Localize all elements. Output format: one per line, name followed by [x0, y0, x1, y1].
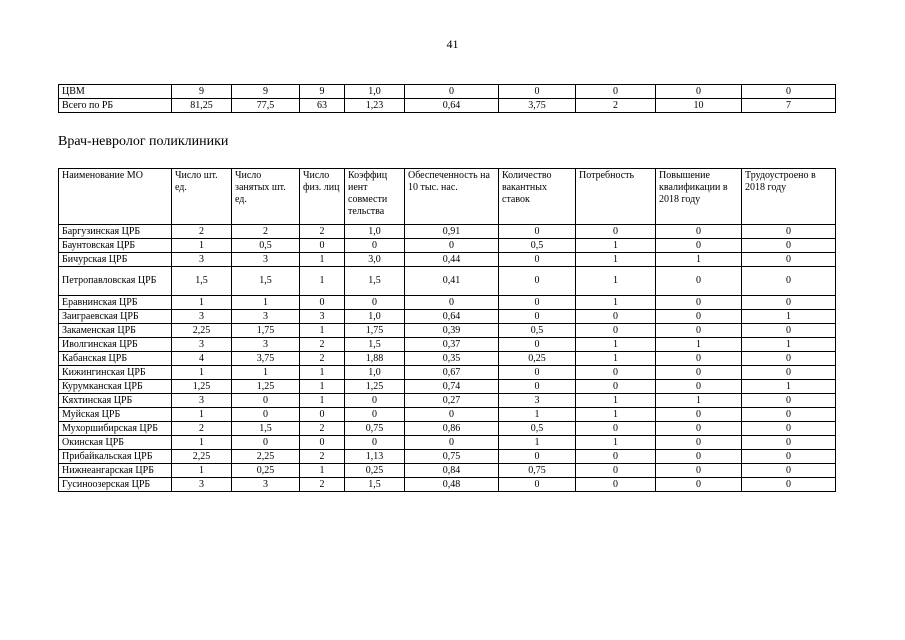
table-cell: 1 [172, 366, 232, 380]
header-occupied-units: Число занятых шт. ед. [232, 169, 300, 225]
table-cell: 0 [656, 352, 742, 366]
table-cell: 1 [172, 464, 232, 478]
table-cell: 9 [232, 85, 300, 99]
row-label: Петропавловская ЦРБ [59, 267, 172, 296]
table-cell: 0 [300, 296, 345, 310]
table-cell: 1,25 [345, 380, 405, 394]
table-cell: 0 [576, 324, 656, 338]
table-cell: 1 [172, 408, 232, 422]
table-cell: 1 [742, 338, 836, 352]
table-cell: 0 [742, 408, 836, 422]
table-cell: 0 [405, 239, 499, 253]
table-cell: 1 [300, 464, 345, 478]
table-cell: 2,25 [172, 450, 232, 464]
table-cell: 0 [656, 267, 742, 296]
table-cell: 2 [172, 225, 232, 239]
table-cell: 77,5 [232, 99, 300, 113]
table-row [59, 99, 836, 113]
table-cell: 1,5 [232, 422, 300, 436]
table-cell: 3 [300, 310, 345, 324]
table-cell: 1 [499, 436, 576, 450]
table-cell: 1 [300, 394, 345, 408]
table-cell: 1 [300, 267, 345, 296]
row-label: Иволгинская ЦРБ [59, 338, 172, 352]
table-cell: 0 [405, 408, 499, 422]
table-cell: 0 [499, 253, 576, 267]
table-cell: 2 [232, 225, 300, 239]
table-cell: 3 [172, 338, 232, 352]
table-cell: 0,86 [405, 422, 499, 436]
table-cell: 0 [499, 85, 576, 99]
table-cell: 0 [742, 85, 836, 99]
table-row [59, 296, 836, 310]
table-row [59, 85, 836, 99]
table-cell: 0,48 [405, 478, 499, 492]
table-cell: 0 [405, 436, 499, 450]
table-cell: 1 [576, 408, 656, 422]
table-cell: 2 [300, 422, 345, 436]
table-cell: 3 [172, 253, 232, 267]
table-cell: 3 [232, 253, 300, 267]
row-label: Мухоршибирская ЦРБ [59, 422, 172, 436]
table-cell: 0,44 [405, 253, 499, 267]
table-cell: 1,13 [345, 450, 405, 464]
row-label: Бичурская ЦРБ [59, 253, 172, 267]
table-row [59, 253, 836, 267]
table-cell: 2 [300, 450, 345, 464]
table-cell: 1 [576, 394, 656, 408]
table-cell: 0,39 [405, 324, 499, 338]
table-cell: 3 [172, 310, 232, 324]
table-cell: 1 [742, 310, 836, 324]
table-cell: 1,5 [345, 478, 405, 492]
table-cell: 1 [300, 253, 345, 267]
table-row [59, 380, 836, 394]
table-cell: 0,25 [232, 464, 300, 478]
header-persons: Число физ. лиц [300, 169, 345, 225]
table-cell: 0 [742, 352, 836, 366]
table-cell: 0 [232, 408, 300, 422]
table-cell: 0 [742, 422, 836, 436]
table-cell: 1,75 [345, 324, 405, 338]
table-cell: 0 [499, 338, 576, 352]
table-cell: 0,67 [405, 366, 499, 380]
row-label: Окинская ЦРБ [59, 436, 172, 450]
table-cell: 3 [232, 310, 300, 324]
table-cell: 0,91 [405, 225, 499, 239]
table-cell: 0,75 [499, 464, 576, 478]
table-cell: 0 [742, 324, 836, 338]
table-cell: 3 [499, 394, 576, 408]
table-row [59, 225, 836, 239]
table-cell: 0 [345, 436, 405, 450]
table-row [59, 310, 836, 324]
table-cell: 1,5 [232, 267, 300, 296]
table-cell: 0 [300, 436, 345, 450]
table-cell: 81,25 [172, 99, 232, 113]
row-label: Заиграевская ЦРБ [59, 310, 172, 324]
table-cell: 0 [742, 478, 836, 492]
row-label: Нижнеангарская ЦРБ [59, 464, 172, 478]
table-cell: 0 [499, 310, 576, 324]
row-label: Прибайкальская ЦРБ [59, 450, 172, 464]
table-cell: 0,35 [405, 352, 499, 366]
table-cell: 3 [232, 478, 300, 492]
table-cell: 0 [742, 394, 836, 408]
table-cell: 0,5 [499, 239, 576, 253]
table-cell: 1,25 [232, 380, 300, 394]
table-cell: 0 [232, 394, 300, 408]
table-cell: 63 [300, 99, 345, 113]
table-cell: 1 [232, 366, 300, 380]
table-cell: 1 [656, 253, 742, 267]
table-cell: 0,41 [405, 267, 499, 296]
table-row [59, 394, 836, 408]
table-cell: 1 [499, 408, 576, 422]
header-coefficient: Коэффиц иент совмести тельства [345, 169, 405, 225]
table-cell: 1 [172, 239, 232, 253]
table-row [59, 352, 836, 366]
table-cell: 0 [656, 478, 742, 492]
table-cell: 0,37 [405, 338, 499, 352]
table-cell: 2,25 [232, 450, 300, 464]
table-cell: 0,5 [232, 239, 300, 253]
table-row [59, 422, 836, 436]
table-cell: 2 [172, 422, 232, 436]
table-cell: 0 [576, 85, 656, 99]
header-staff-units: Число шт. ед. [172, 169, 232, 225]
table-cell: 0 [656, 239, 742, 253]
table-cell: 0,5 [499, 422, 576, 436]
table-row [59, 436, 836, 450]
header-provision: Обеспеченность на 10 тыс. нас. [405, 169, 499, 225]
table-cell: 0,75 [345, 422, 405, 436]
table-cell: 0,64 [405, 310, 499, 324]
table-cell: 0 [576, 464, 656, 478]
table-cell: 0 [742, 450, 836, 464]
table-cell: 1,0 [345, 85, 405, 99]
table-cell: 3,0 [345, 253, 405, 267]
row-label: ЦВМ [59, 85, 172, 99]
table-cell: 1 [576, 352, 656, 366]
table-cell: 3,75 [499, 99, 576, 113]
table-cell: 1,25 [172, 380, 232, 394]
table-row [59, 464, 836, 478]
table-cell: 0,64 [405, 99, 499, 113]
header-qualification: Повышение квалификации в 2018 году [656, 169, 742, 225]
table-cell: 1 [300, 380, 345, 394]
table-cell: 1 [576, 436, 656, 450]
table-cell: 1 [576, 253, 656, 267]
neurologist-table [58, 168, 836, 492]
table-cell: 1 [656, 338, 742, 352]
table-cell: 0 [499, 380, 576, 394]
table-cell: 1,23 [345, 99, 405, 113]
table-cell: 0 [656, 464, 742, 478]
table-cell: 1 [742, 380, 836, 394]
table-cell: 0 [405, 296, 499, 310]
table-cell: 0 [742, 296, 836, 310]
row-label: Баргузинская ЦРБ [59, 225, 172, 239]
table-cell: 2 [300, 338, 345, 352]
table-cell: 4 [172, 352, 232, 366]
row-label: Кижингинская ЦРБ [59, 366, 172, 380]
table-cell: 0 [656, 380, 742, 394]
table-cell: 2 [300, 352, 345, 366]
table-cell: 0,25 [345, 464, 405, 478]
table-cell: 1 [172, 296, 232, 310]
table-cell: 0 [576, 478, 656, 492]
table-cell: 0 [742, 253, 836, 267]
table-cell: 0 [656, 366, 742, 380]
table-cell: 3 [172, 478, 232, 492]
table-cell: 0 [656, 436, 742, 450]
table-cell: 1 [172, 436, 232, 450]
table-cell: 1 [576, 296, 656, 310]
table-cell: 0 [345, 394, 405, 408]
table-cell: 0,27 [405, 394, 499, 408]
table-cell: 0 [499, 450, 576, 464]
table-cell: 1,0 [345, 225, 405, 239]
table-cell: 2,25 [172, 324, 232, 338]
table-cell: 0,84 [405, 464, 499, 478]
table-row [59, 478, 836, 492]
table-cell: 0 [742, 225, 836, 239]
table-row [59, 408, 836, 422]
table-cell: 0 [656, 85, 742, 99]
row-label: Баунтовская ЦРБ [59, 239, 172, 253]
row-label: Кабанская ЦРБ [59, 352, 172, 366]
table-row [59, 338, 836, 352]
row-label: Кяхтинская ЦРБ [59, 394, 172, 408]
table-cell: 9 [300, 85, 345, 99]
table-cell: 1 [300, 324, 345, 338]
table-header-row [59, 169, 836, 225]
table-cell: 0,74 [405, 380, 499, 394]
row-label: Закаменская ЦРБ [59, 324, 172, 338]
table-cell: 0 [656, 422, 742, 436]
table-cell: 1,75 [232, 324, 300, 338]
table-cell: 0,5 [499, 324, 576, 338]
table-cell: 1 [576, 239, 656, 253]
table-cell: 7 [742, 99, 836, 113]
row-label: Еравнинская ЦРБ [59, 296, 172, 310]
table-cell: 2 [576, 99, 656, 113]
page-number: 41 [446, 37, 459, 51]
table-cell: 0 [576, 366, 656, 380]
table-cell: 1 [232, 296, 300, 310]
table-row [59, 450, 836, 464]
table-cell: 0 [656, 450, 742, 464]
section-title: Врач-невролог поликлиники [58, 134, 229, 149]
table-cell: 1 [656, 394, 742, 408]
row-label: Гусиноозерская ЦРБ [59, 478, 172, 492]
table-cell: 1 [300, 366, 345, 380]
table-cell: 0 [576, 422, 656, 436]
table-cell: 0 [742, 239, 836, 253]
table-cell: 9 [172, 85, 232, 99]
table-cell: 0 [656, 225, 742, 239]
table-cell: 1,0 [345, 310, 405, 324]
header-employed: Трудоустроено в 2018 году [742, 169, 836, 225]
table-cell: 0 [742, 464, 836, 478]
table-cell: 1,5 [345, 267, 405, 296]
row-label: Муйская ЦРБ [59, 408, 172, 422]
table-cell: 1,5 [172, 267, 232, 296]
header-mo-name: Наименование МО [59, 169, 172, 225]
table-cell: 0 [576, 310, 656, 324]
table-cell: 0 [656, 296, 742, 310]
table-cell: 0 [656, 324, 742, 338]
table-cell: 0 [742, 267, 836, 296]
table-cell: 0 [345, 408, 405, 422]
table-row [59, 239, 836, 253]
row-label: Всего по РБ [59, 99, 172, 113]
table-cell: 10 [656, 99, 742, 113]
table-cell: 0 [742, 366, 836, 380]
table-cell: 0 [656, 408, 742, 422]
table-cell: 0 [499, 225, 576, 239]
table-cell: 1,5 [345, 338, 405, 352]
header-need: Потребность [576, 169, 656, 225]
table-cell: 0 [576, 225, 656, 239]
table-cell: 0 [345, 239, 405, 253]
table-cell: 0 [499, 478, 576, 492]
table-cell: 0 [499, 366, 576, 380]
table-cell: 1,88 [345, 352, 405, 366]
header-vacancies: Количество вакантных ставок [499, 169, 576, 225]
table-row [59, 366, 836, 380]
table-cell: 0 [656, 310, 742, 324]
row-label: Курумканская ЦРБ [59, 380, 172, 394]
table-cell: 3 [172, 394, 232, 408]
table-cell: 0 [499, 267, 576, 296]
table-cell: 0 [300, 408, 345, 422]
table-cell: 1,0 [345, 366, 405, 380]
table-cell: 0,75 [405, 450, 499, 464]
table-cell: 0 [742, 436, 836, 450]
table-row [59, 267, 836, 296]
summary-table [58, 84, 836, 113]
table-row [59, 324, 836, 338]
table-cell: 0 [499, 296, 576, 310]
table-cell: 2 [300, 478, 345, 492]
table-cell: 3 [232, 338, 300, 352]
table-cell: 0 [576, 450, 656, 464]
table-cell: 3,75 [232, 352, 300, 366]
table-cell: 0,25 [499, 352, 576, 366]
table-cell: 0 [345, 296, 405, 310]
table-cell: 0 [300, 239, 345, 253]
table-cell: 1 [576, 338, 656, 352]
table-cell: 2 [300, 225, 345, 239]
table-cell: 0 [232, 436, 300, 450]
table-cell: 1 [576, 267, 656, 296]
table-cell: 0 [576, 380, 656, 394]
table-cell: 0 [405, 85, 499, 99]
